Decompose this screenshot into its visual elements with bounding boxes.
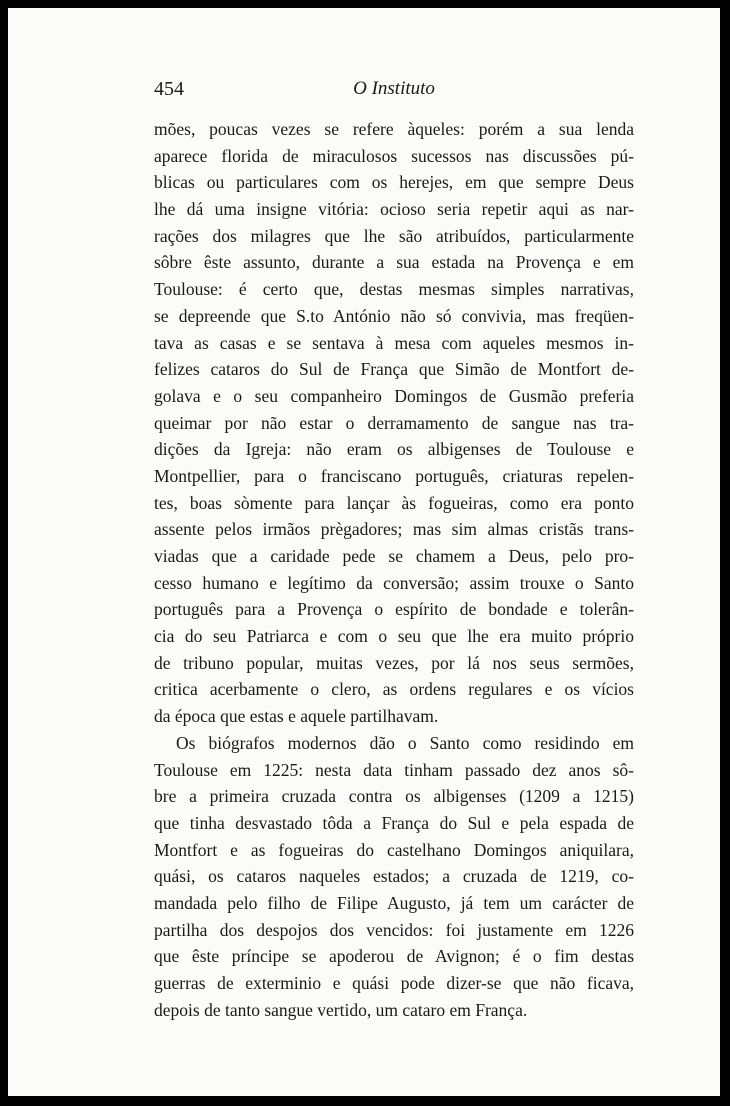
text-line: sôbre êste assunto, durante a sua estada na Provença e em: [154, 252, 634, 273]
page-header: [154, 78, 634, 106]
text-line: golava e o seu companheiro Domingos de Gusmão preferia: [154, 385, 634, 406]
text-line: mões, poucas vezes se refere àqueles: porém a sua lenda: [154, 119, 634, 139]
text-line: que tinha desvastado tôda a França do Sul e pela espada de: [154, 812, 634, 833]
text-line: mandada pelo filho de Filipe Augusto, já tem um carácter de: [154, 892, 634, 913]
page-number: 454: [154, 78, 184, 100]
text-line: Montfort e as fogueiras do castelhano Domingos aniquilara,: [154, 839, 634, 860]
text-line: cia do seu Patriarca e com o seu que lhe era muito próprio: [154, 626, 634, 647]
running-title: O Instituto: [353, 78, 435, 99]
text-line: queimar por não estar o derramamento de sangue nas tra-: [154, 412, 634, 433]
text-line: lhe dá uma insigne vitória: ocioso seria repetir aqui as nar-: [154, 199, 634, 220]
text-line: da época que estas e aquele partilhavam.: [154, 706, 439, 727]
text-line: Toulouse: é certo que, destas mesmas simples narrativas,: [154, 279, 634, 300]
text-line: dições da Igreja: não eram os albigenses de Toulouse e: [154, 439, 634, 460]
text-line: depois de tanto sangue vertido, um cataro em França.: [154, 999, 528, 1020]
text-line: blicas ou particulares com os herejes, em que sempre Deus: [154, 172, 634, 193]
text-line: de tribuno popular, muitas vezes, por lá nos seus sermões,: [154, 652, 634, 673]
text-line: felizes cataros do Sul de França que Simão de Montfort de-: [154, 359, 634, 380]
text-line: viadas que a caridade pede se chamem a Deus, pelo pro-: [154, 546, 634, 566]
text-line: partilha dos despojos dos vencidos: foi justamente em 1226: [154, 919, 634, 940]
book-page: [8, 8, 720, 1096]
text-line: Toulouse em 1225: nesta data tinham passado dez anos sô-: [154, 759, 634, 780]
text-line: aparece florida de miraculosos sucessos nas discussões pú-: [154, 145, 634, 166]
text-line: tes, boas sòmente para lançar às fogueiras, como era ponto: [154, 492, 634, 513]
text-line: cesso humano e legítimo da conversão; assim trouxe o Santo: [154, 572, 634, 593]
text-line: tava as casas e se sentava à mesa com aqueles mesmos in-: [154, 332, 634, 353]
paragraph-1: [154, 116, 634, 730]
text-line: guerras de exterminio e quási pode dizer-se que não ficava,: [154, 973, 634, 993]
text-line: bre a primeira cruzada contra os albigenses (1209 a 1215): [154, 786, 634, 807]
text-line: Os biógrafos modernos dão o Santo como residindo em: [176, 732, 634, 753]
text-line: Montpellier, para o franciscano português, criaturas repelen-: [154, 465, 634, 486]
paragraph-2: [154, 730, 634, 1024]
body-text: [154, 116, 634, 1023]
text-line: se depreende que S.to António não só convivia, mas freqüen-: [154, 305, 634, 326]
text-line: assente pelos irmãos prègadores; mas sim almas cristãs trans-: [154, 519, 634, 540]
text-line: quási, os cataros naqueles estados; a cruzada de 1219, co-: [154, 866, 634, 887]
text-line: critica acerbamente o clero, as ordens regulares e os vícios: [154, 679, 634, 700]
text-line: que êste príncipe se apoderou de Avignon; é o fim destas: [154, 946, 634, 967]
text-line: rações dos milagres que lhe são atribuídos, particularmente: [154, 225, 634, 246]
text-line: português para a Provença o espírito de bondade e tolerân-: [154, 599, 634, 620]
